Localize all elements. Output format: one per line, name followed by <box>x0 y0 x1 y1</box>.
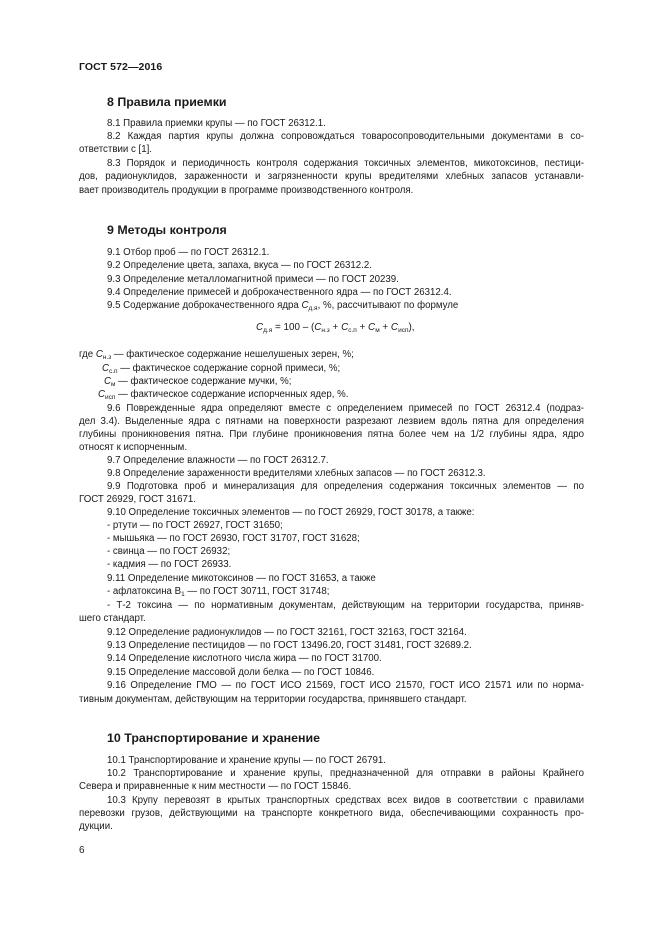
formula-eq: = 100 – ( <box>272 322 315 333</box>
paragraph-9-14: 9.14 Определение кислотного числа жира — по ГОСТ 31700. <box>107 653 382 664</box>
aflatoxin-text-a: - афлатоксина В <box>107 586 182 597</box>
formula-t1-sub: н.з <box>321 327 330 334</box>
formula-plus2: + <box>356 322 369 333</box>
paragraph-9-6-line2: дел 3.4). Выделенные ядра с пятнами на поверхности разрезают лезвием вдоль пятна для определения <box>79 416 584 427</box>
def-4-sym: С <box>98 389 105 400</box>
def-4-sub: исп <box>105 394 116 401</box>
def-4-text: — фактическое содержание испорченных ядер, %. <box>115 389 349 400</box>
paragraph-9-6-line1: 9.6 Поврежденные ядра определяют вместе с определением примесей по ГОСТ 26312.4 (подраз- <box>107 403 584 414</box>
p95-symbol-sub: д.я <box>308 305 318 312</box>
paragraph-9-16-line2: тивным документам, действующим на территории государства, принявшего стандарт. <box>79 694 467 705</box>
formula-t3-sub: м <box>375 327 380 334</box>
def-2-sub: с.п <box>109 368 118 375</box>
paragraph-8-3-line1: 8.3 Порядок и периодичность контроля содержания токсичных элементов, микотоксинов, пестици- <box>107 158 584 169</box>
def-where <box>79 349 354 361</box>
paragraph-8-3-line3: вает производитель продукции в программе производственного контроля. <box>79 185 414 196</box>
where-label: где <box>79 349 94 360</box>
aflatoxin-text-b: — по ГОСТ 30711, ГОСТ 31748; <box>184 586 330 597</box>
formula <box>256 322 415 333</box>
paragraph-10-2-line1: 10.2 Транспортирование и хранение крупы, предназначенной для отправки в районы Крайнего <box>107 768 584 779</box>
p95-text-a: 9.5 Содержание доброкачественного ядра <box>107 300 302 311</box>
formula-t2: С <box>341 322 349 333</box>
paragraph-10-3-line3: дукции. <box>79 821 113 832</box>
formula-lhs-sub: д.я <box>263 327 273 334</box>
aflatoxin-sub: 1 <box>181 591 185 598</box>
list-item: - кадмия — по ГОСТ 26933. <box>107 559 232 570</box>
paragraph-9-2: 9.2 Определение цвета, запаха, вкуса — по ГОСТ 26312.2. <box>107 260 372 271</box>
paragraph-10-3-line1: 10.3 Крупу перевозят в крытых транспортных средствах всех видов в соответствии с правилами <box>107 795 584 806</box>
list-item: - ртути — по ГОСТ 26927, ГОСТ 31650; <box>107 520 283 531</box>
paragraph-10-2-line2: Севера и приравненные к ним местности — по ГОСТ 15846. <box>79 781 352 792</box>
paragraph-9-7: 9.7 Определение влажности — по ГОСТ 26312.7. <box>107 455 329 466</box>
formula-plus1: + <box>329 322 342 333</box>
paragraph-8-2-line2: ответствии с [1]. <box>79 144 152 155</box>
paragraph-9-10: 9.10 Определение токсичных элементов — по ГОСТ 26929, ГОСТ 30178, а также: <box>107 507 475 518</box>
paragraph-9-4: 9.4 Определение примесей и доброкачественного ядра — по ГОСТ 26312.4. <box>107 287 452 298</box>
formula-t4-sub: исп <box>398 327 409 334</box>
paragraph-8-1: 8.1 Правила приемки крупы — по ГОСТ 26312.1. <box>107 118 326 129</box>
paragraph-9-11: 9.11 Определение микотоксинов — по ГОСТ 31653, а также <box>107 573 376 584</box>
paragraph-9-9-line2: ГОСТ 26929, ГОСТ 31671. <box>79 494 196 505</box>
page-number: 6 <box>79 845 85 856</box>
formula-t1: С <box>314 322 322 333</box>
def-3 <box>104 376 291 388</box>
paragraph-9-12: 9.12 Определение радионуклидов — по ГОСТ 32161, ГОСТ 32163, ГОСТ 32164. <box>107 627 467 638</box>
def-2-sym: С <box>102 363 109 374</box>
paragraph-9-13: 9.13 Определение пестицидов — по ГОСТ 13496.20, ГОСТ 31481, ГОСТ 32689.2. <box>107 640 472 651</box>
def-2-text: — фактическое содержание сорной примеси, %; <box>117 363 341 374</box>
paragraph-9-9-line1: 9.9 Подготовка проб и минерализация для определения содержания токсичных элементов — по <box>107 481 584 492</box>
paragraph-9-1: 9.1 Отбор проб — по ГОСТ 26312.1. <box>107 247 270 258</box>
def-3-sym: С <box>104 376 111 387</box>
def-1-sym: С <box>95 349 103 360</box>
paragraph-9-3: 9.3 Определение металломагнитной примеси — по ГОСТ 20239. <box>107 274 399 285</box>
list-item-t2-line1: - Т-2 токсина — по нормативным документам, действующим на территории государства, приняв- <box>107 600 584 611</box>
def-3-text: — фактическое содержание мучки, %; <box>115 376 292 387</box>
section-9-title: 9 Методы контроля <box>107 223 227 237</box>
formula-close: ), <box>408 322 415 333</box>
formula-t4: С <box>390 322 399 333</box>
p95-symbol: С <box>301 300 309 311</box>
formula-t3: С <box>368 322 376 333</box>
def-3-sub: м <box>111 381 116 388</box>
def-1-sub: н.з <box>102 354 112 361</box>
p95-text-b: , %, рассчитывают по формуле <box>317 300 459 311</box>
def-2 <box>102 363 340 375</box>
def-1-text: — фактическое содержание нешелушеных зерен, %; <box>111 349 354 360</box>
document-header: ГОСТ 572—2016 <box>79 61 163 73</box>
formula-t2-sub: с.п <box>348 327 357 334</box>
paragraph-9-5 <box>107 300 458 312</box>
list-item: - мышьяка — по ГОСТ 26930, ГОСТ 31707, ГОСТ 31628; <box>107 533 360 544</box>
paragraph-9-15: 9.15 Определение массовой доли белка — по ГОСТ 10846. <box>107 667 375 678</box>
section-10-title: 10 Транспортирование и хранение <box>107 731 320 745</box>
list-item: - свинца — по ГОСТ 26932; <box>107 546 231 557</box>
paragraph-10-1: 10.1 Транспортирование и хранение крупы — по ГОСТ 26791. <box>107 755 387 766</box>
def-4 <box>98 389 348 401</box>
paragraph-9-6-line3: глубины проникновения пятна. При глубине проникновения пятна более чем на 1/2 глубины ядра, ядро <box>79 429 584 440</box>
paragraph-9-8: 9.8 Определение зараженности вредителями хлебных запасов — по ГОСТ 26312.3. <box>107 468 486 479</box>
paragraph-8-2-line1: 8.2 Каждая партия крупы должна сопровождаться товаросопроводительными документами в со- <box>107 131 584 142</box>
formula-plus3: + <box>379 322 391 333</box>
list-item-t2-line2: шего стандарт. <box>79 613 146 624</box>
section-8-title: 8 Правила приемки <box>107 95 227 109</box>
paragraph-8-3-line2: дов, радионуклидов, зараженности и загрязненности крупы вредителями хлебных запасов устанавли- <box>79 171 584 182</box>
paragraph-9-6-line4: относят к испорченным. <box>79 442 188 453</box>
list-item-aflatoxin <box>107 586 329 598</box>
paragraph-9-16-line1: 9.16 Определение ГМО — по ГОСТ ИСО 21569, ГОСТ ИСО 21570, ГОСТ ИСО 21571 или по норма- <box>107 680 584 691</box>
formula-lhs: С <box>256 322 264 333</box>
paragraph-10-3-line2: перевозки грузов, действующими на транспорте конкретного вида, обеспечивающими сохранность про- <box>79 808 584 819</box>
